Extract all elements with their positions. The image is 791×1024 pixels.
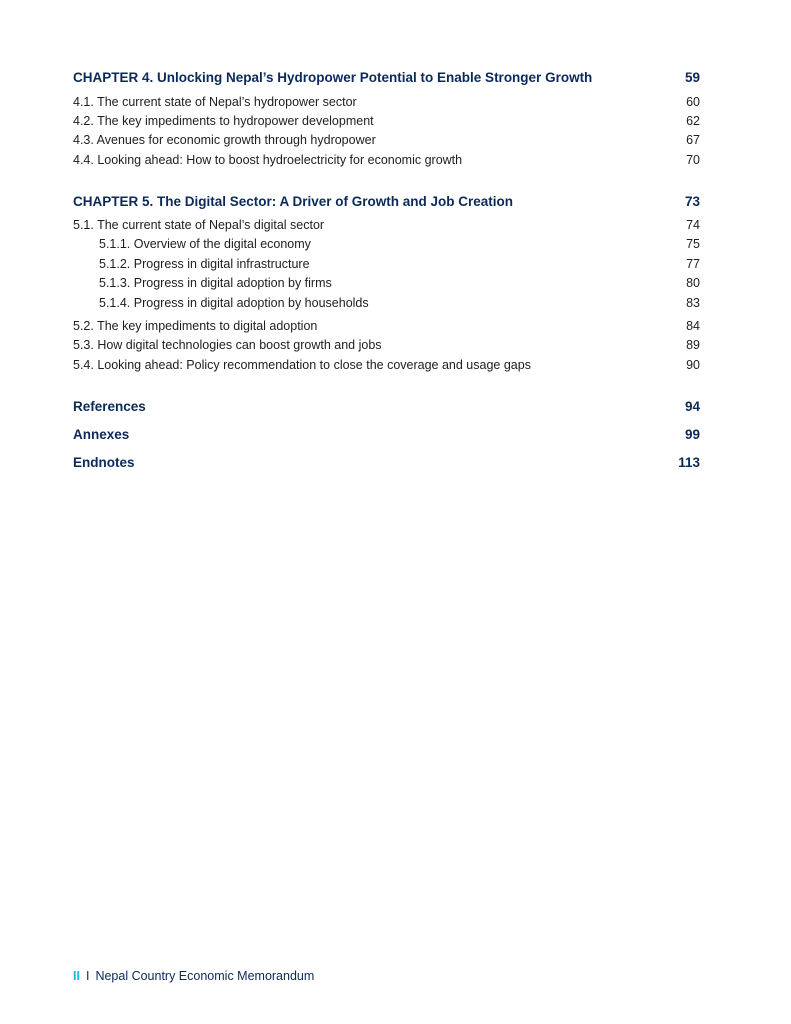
toc-section-4-1[interactable] [73,95,700,109]
toc-chapter-5[interactable] [73,194,700,209]
toc-entry-page: 90 [686,358,700,372]
toc-references-page: 94 [684,399,700,414]
footer-document-title: Nepal Country Economic Memorandum [95,969,315,983]
footer-separator: I [85,969,90,983]
toc-annexes-page: 99 [684,427,700,442]
toc-entry-label: 5.1.4. Progress in digital adoption by households [99,296,369,310]
toc-section-5-1-1[interactable] [73,237,700,251]
toc-entry-page: 74 [686,218,700,232]
toc-section-5-1-4[interactable] [73,296,700,310]
toc-section-4-4[interactable] [73,153,700,167]
toc-entry-label: 4.4. Looking ahead: How to boost hydroelectricity for economic growth [73,153,463,167]
toc-entry-page: 70 [686,153,700,167]
toc-endnotes-page: 113 [678,455,700,470]
toc-entry-label: 5.1.1. Overview of the digital economy [99,237,311,251]
toc-entry-page: 83 [686,296,700,310]
toc-entry-label: 5.1.2. Progress in digital infrastructure [99,257,310,271]
toc-section-5-2[interactable] [73,319,700,333]
toc-entry-label: 4.1. The current state of Nepal’s hydropower sector [73,95,357,109]
toc-entry-page: 62 [686,114,700,128]
toc-entry-label: 4.2. The key impediments to hydropower development [73,114,374,128]
page-footer [73,969,314,983]
toc-entry-page: 60 [686,95,700,109]
toc-entry-label: 5.3. How digital technologies can boost growth and jobs [73,338,382,352]
toc-entry-page: 67 [686,133,700,147]
toc-chapter-5-title: CHAPTER 5. The Digital Sector: A Driver of Growth and Job Creation [73,194,514,209]
toc-entry-page: 77 [686,257,700,271]
toc-chapter-4-title: CHAPTER 4. Unlocking Nepal’s Hydropower Potential to Enable Stronger Growth [73,70,593,85]
toc-section-4-2[interactable] [73,114,700,128]
toc-section-5-1-3[interactable] [73,276,700,290]
toc-references[interactable] [73,399,700,414]
toc-entry-label: 5.1.3. Progress in digital adoption by firms [99,276,332,290]
toc-annexes[interactable] [73,427,700,442]
toc-entry-label: 5.2. The key impediments to digital adoption [73,319,318,333]
toc-entry-page: 89 [686,338,700,352]
toc-section-5-4[interactable] [73,358,700,372]
toc-chapter-4[interactable] [73,70,700,85]
toc-entry-page: 75 [686,237,700,251]
toc-entry-page: 80 [686,276,700,290]
toc-endnotes[interactable] [73,455,700,470]
toc-chapter-4-page: 59 [684,70,700,85]
toc-entry-page: 84 [686,319,700,333]
toc-entry-label: 5.4. Looking ahead: Policy recommendation to close the coverage and usage gaps [73,358,531,372]
toc-endnotes-label: Endnotes [73,455,135,470]
toc-section-4-3[interactable] [73,133,700,147]
footer-page-number: II [73,969,80,983]
toc-section-5-1[interactable] [73,218,700,232]
toc-chapter-5-page: 73 [684,194,700,209]
toc-entry-label: 4.3. Avenues for economic growth through hydropower [73,133,376,147]
toc-entry-label: 5.1. The current state of Nepal’s digital sector [73,218,325,232]
toc-section-5-1-2[interactable] [73,257,700,271]
toc-references-label: References [73,399,146,414]
toc-annexes-label: Annexes [73,427,130,442]
toc-section-5-3[interactable] [73,338,700,352]
